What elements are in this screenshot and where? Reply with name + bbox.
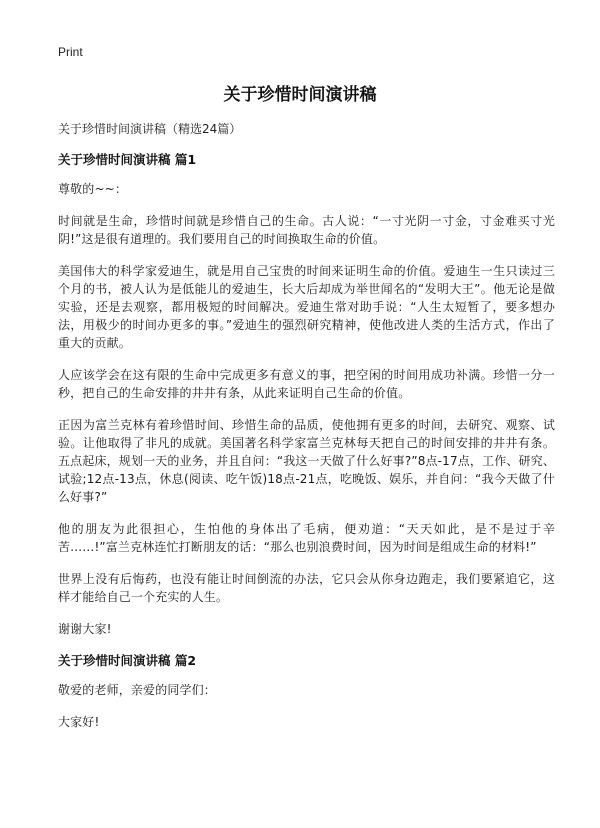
paragraph: 正因为富兰克林有着珍惜时间、珍惜生命的品质，使他拥有更多的时间，去研究、观察、试验。让他取得了非凡的成就。美国著名科学家富兰克林每天把自己的时间安排的井井有条。五点起床，规划一天的业务，并且自问：“我这一天做了什么好事?”8点-17点，工作、研究、试验;12点-13点，休息(阅读、吃午饭)18点-21点，吃晚饭、娱乐，并自问：“我今天做了什么好事?” <box>58 418 555 504</box>
section-1 <box>58 151 555 638</box>
paragraph: 谢谢大家! <box>58 622 112 636</box>
paragraph: 他的朋友为此很担心，生怕他的身体出了毛病，便劝道：“天天如此，是不是过于辛苦……!”富兰克林连忙打断朋友的话：“那么也别浪费时间，因为时间是组成生命的材料!” <box>58 522 555 554</box>
section-heading: 关于珍惜时间演讲稿 篇2 <box>58 653 197 668</box>
paragraph: 美国伟大的科学家爱迪生，就是用自己宝贵的时间来证明生命的价值。爱迪生一生只读过三个月的书，被人认为是低能儿的爱迪生，长大后却成为举世闻名的“发明大王”。他无论是做实验，还是去观察，都用极短的时间解决。爱迪生常对助手说：“人生太短暂了，要多想办法，用极少的时间办更多的事。”爱迪生的强烈研究精神，使他改进人类的生活方式，作出了重大的贡献。 <box>58 264 555 350</box>
paragraph: 敬爱的老师，亲爱的同学们： <box>58 683 216 697</box>
paragraph: 大家好! <box>58 715 100 729</box>
document-title: 关于珍惜时间演讲稿 <box>223 85 377 105</box>
paragraph: 人应该学会在这有限的生命中完成更多有意义的事，把空闲的时间用成功补满。珍惜一分一秒，把自己的生命安排的井井有条，从此来证明自己生命的价值。 <box>58 368 555 400</box>
paragraph: 时间就是生命，珍惜时间就是珍惜自己的生命。古人说：“一寸光阴一寸金，寸金难买寸光阴!”这是很有道理的。我们要用自己的时间换取生命的价值。 <box>58 214 555 246</box>
paragraph: 尊敬的~~： <box>58 182 128 196</box>
paragraph: 世界上没有后悔药，也没有能让时间倒流的办法，它只会从你身边跑走，我们要紧追它，这样才能给自己一个充实的人生。 <box>58 572 555 604</box>
print-link[interactable]: Print <box>58 45 83 59</box>
document-body <box>58 121 555 745</box>
section-heading: 关于珍惜时间演讲稿 篇1 <box>58 152 197 167</box>
document-subtitle: 关于珍惜时间演讲稿（精选24篇） <box>58 122 242 136</box>
section-2 <box>58 652 555 731</box>
